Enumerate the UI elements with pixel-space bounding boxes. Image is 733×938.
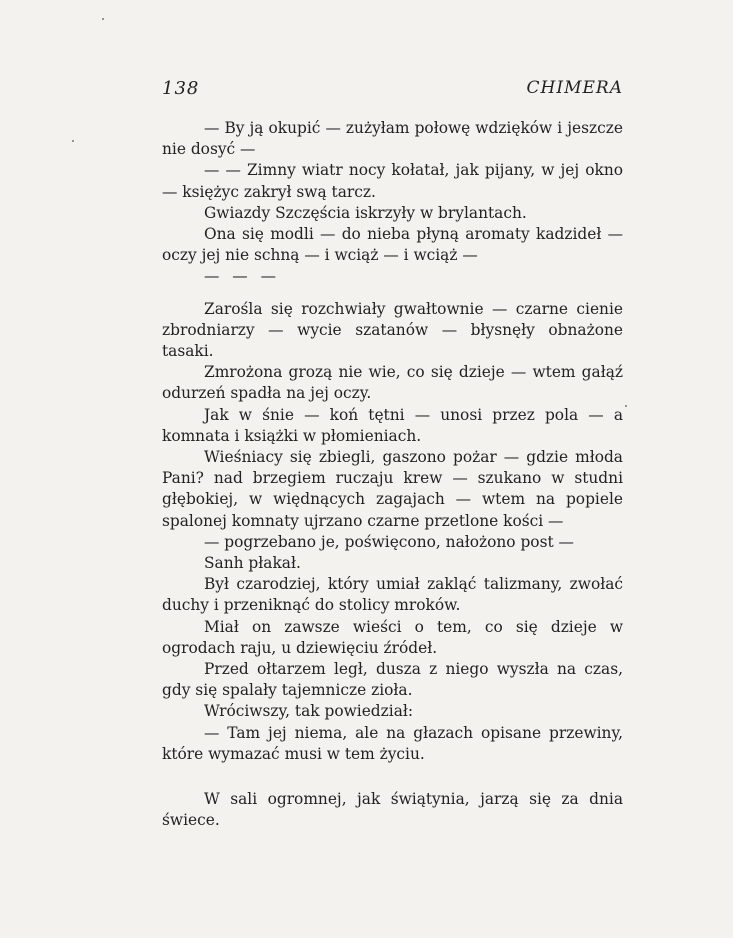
paragraph: Gwiazdy Szczęścia iskrzyły w brylantach.: [204, 203, 527, 222]
paragraph: Ona się modli — do nieba płyną aromaty kadzideł — oczy jej nie schną — i wciąż — i wciąż —: [162, 225, 623, 265]
paragraph: W sali ogromnej, jak świątynia, jarzą się za dnia świece.: [162, 790, 623, 830]
paragraph: Przed ołtarzem legł, dusza z niego wyszła na czas, gdy się spalały tajemnicze zioła.: [162, 660, 623, 700]
paragraph: Sanh płakał.: [204, 554, 301, 573]
section-separator: — — —: [204, 267, 280, 286]
paper-speck: [102, 18, 104, 20]
paragraph: Zmrożona grozą nie wie, co się dzieje — wtem gałąź odurzeń spadła na jej oczy.: [162, 363, 623, 403]
page-header: [162, 78, 623, 100]
paragraph: Miał on zawsze wieści o tem, co się dzieje w ogrodach raju, u dziewięciu źródeł.: [162, 617, 623, 657]
paper-speck: [72, 140, 74, 142]
paragraph: — By ją okupić — zużyłam połowę wdzięków i jeszcze nie dosyć —: [162, 119, 623, 159]
paragraph: Był czarodziej, który umiał zakląć talizmany, zwołać duchy i przeniknąć do stolicy mroków.: [162, 575, 623, 615]
paragraph: Wieśniacy się zbiegli, gaszono pożar — gdzie młoda Pani? nad brzegiem ruczaju krew — szukano w studni głębokiej, w więdnących zagajach — wtem na popiele spalonej komnaty ujrzano czarne przetlone kości —: [162, 448, 623, 530]
page-number: 138: [162, 78, 200, 99]
body-text: [162, 118, 623, 765]
paragraph: Jak w śnie — koń tętni — unosi przez pola — a komnata i książki w płomieniach.: [162, 405, 623, 445]
paragraph: — pogrzebano je, poświęcono, nałożono post —: [204, 532, 574, 551]
paragraph: Wróciwszy, tak powiedział:: [204, 702, 414, 721]
paragraph: — — Zimny wiatr nocy kołatał, jak pijany, w jej okno — księżyc zakrył swą tarcz.: [162, 161, 623, 201]
running-head: CHIMERA: [526, 78, 623, 98]
paper-speck: [625, 405, 627, 407]
paragraph: Zarośla się rozchwiały gwałtownie — czarne cienie zbrodniarzy — wycie szatanów — błysnęły obnażone tasaki.: [162, 299, 623, 361]
paragraph: — Tam jej niema, ale na głazach opisane przewiny, które wymazać musi w tem życiu.: [162, 723, 623, 763]
final-text: [162, 789, 623, 831]
